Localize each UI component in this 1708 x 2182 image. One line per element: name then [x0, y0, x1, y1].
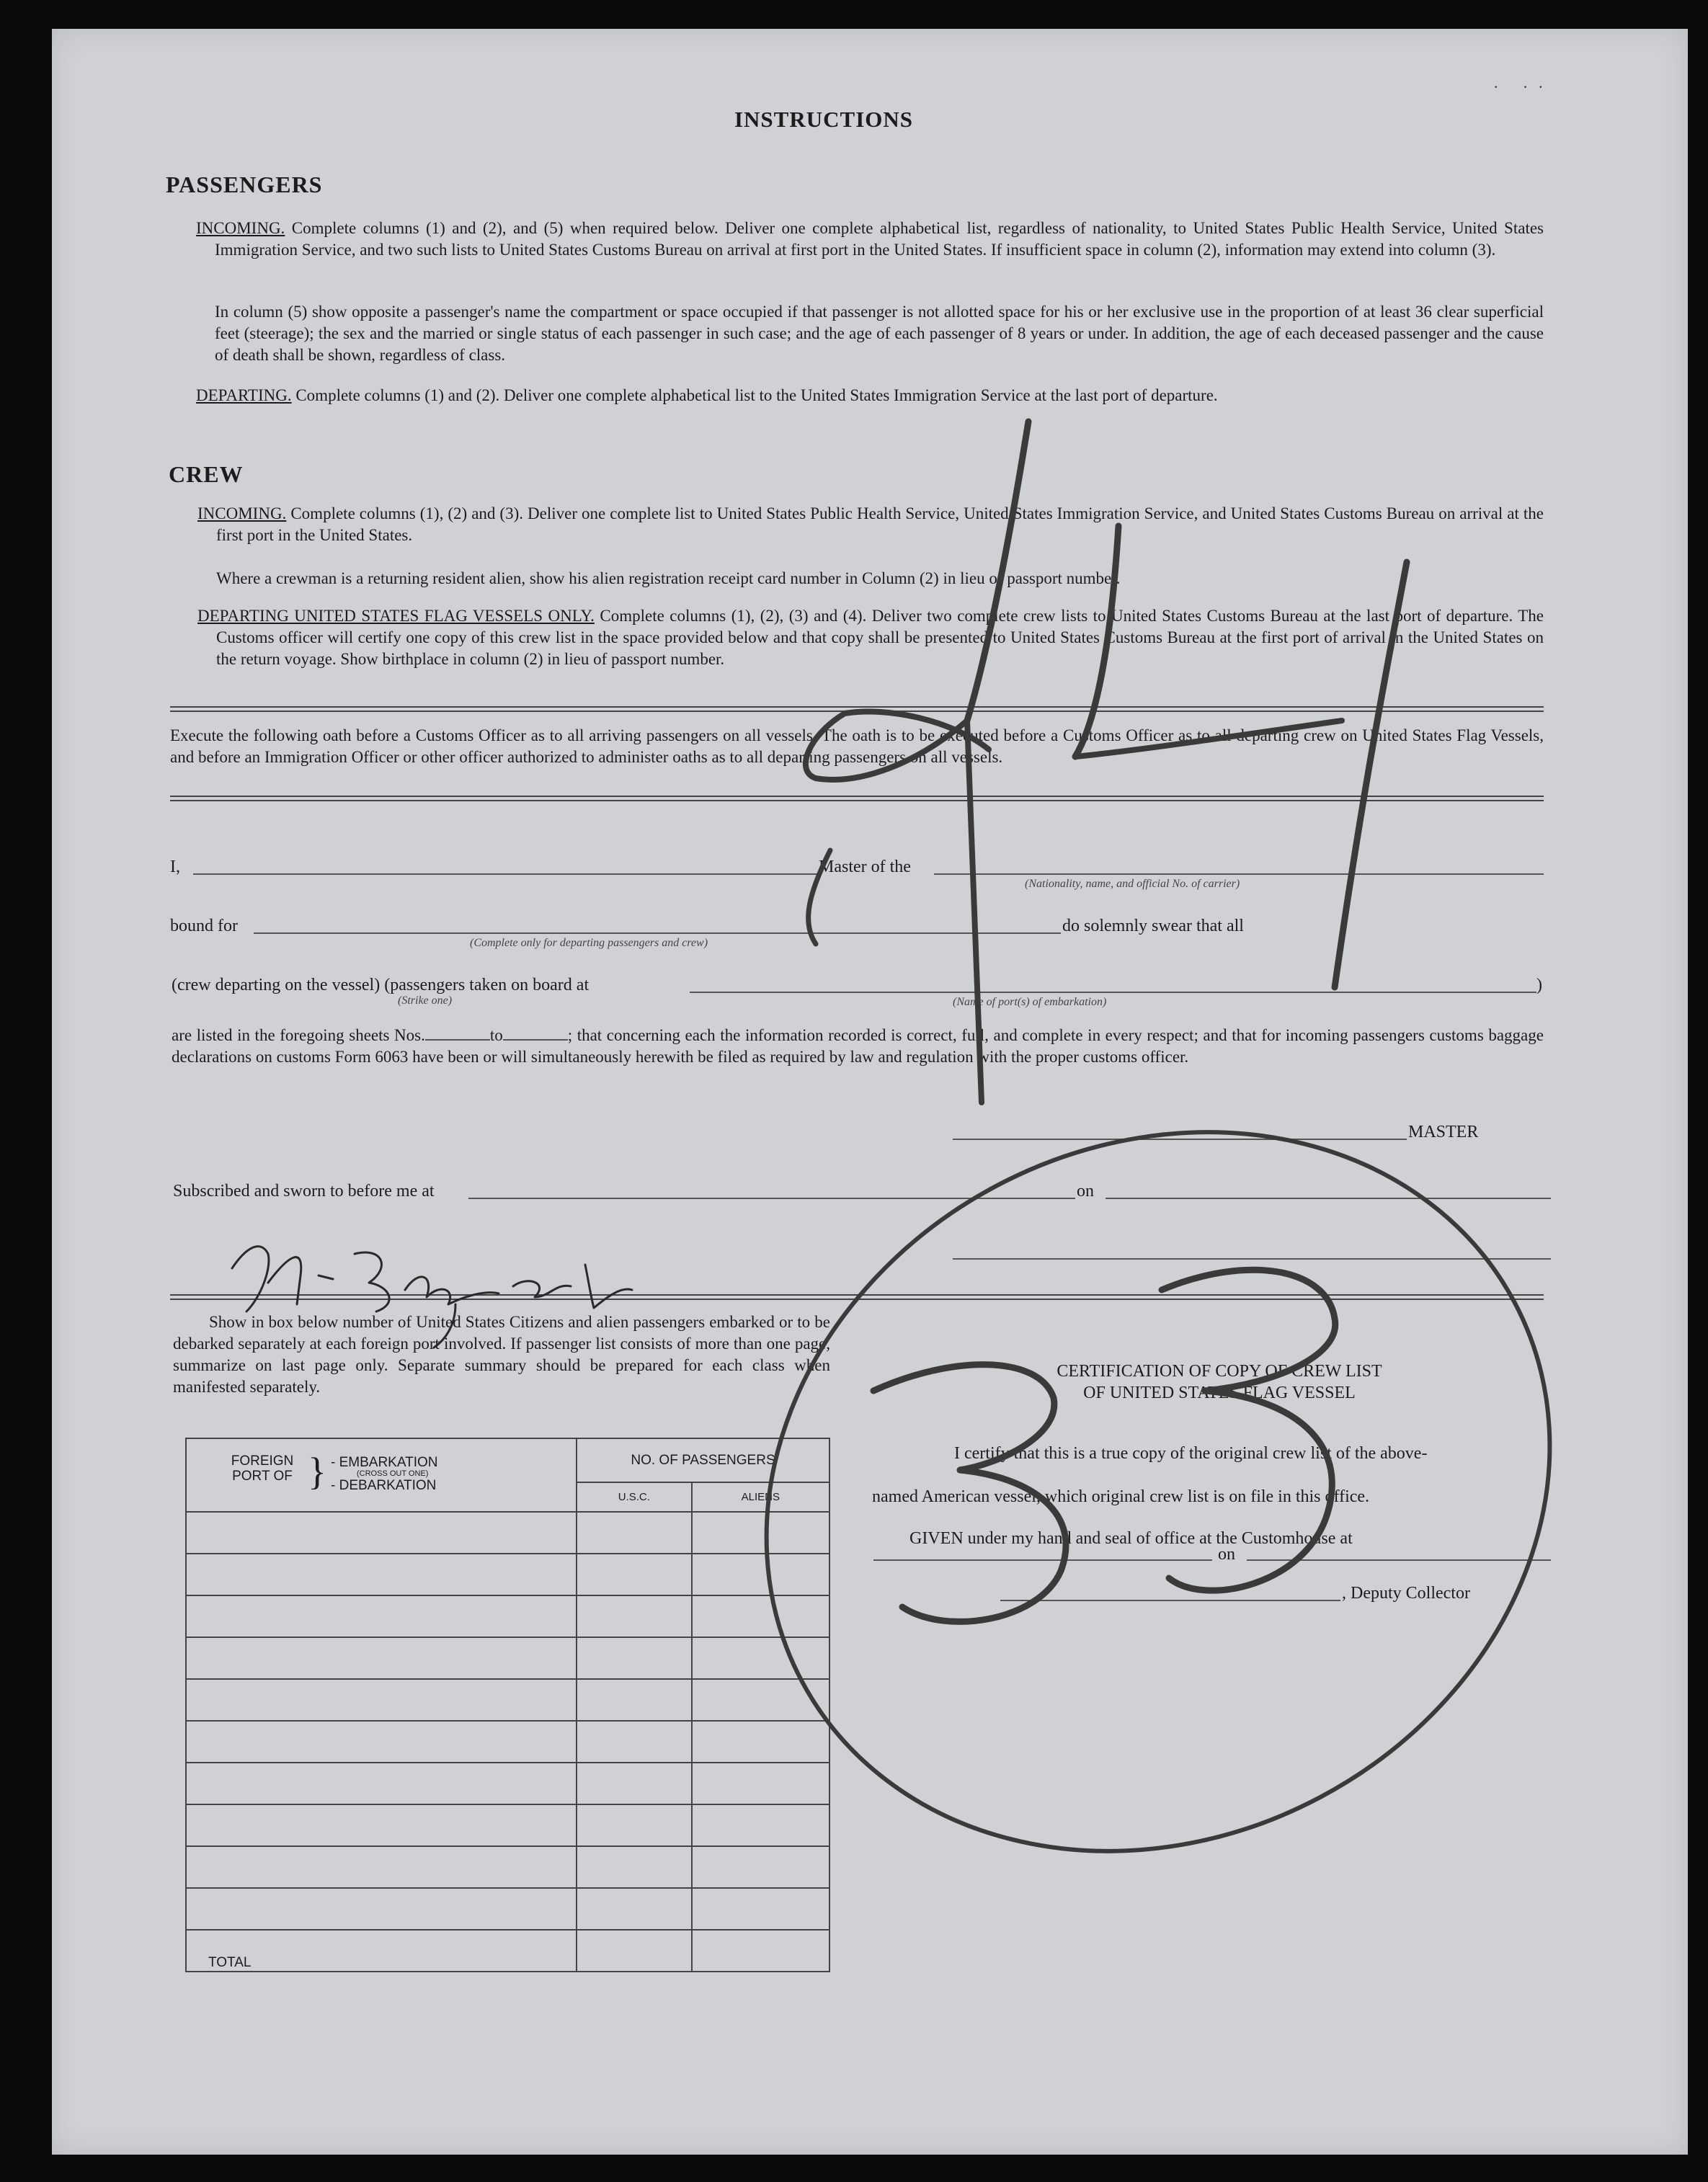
usc-cell[interactable]: [577, 1721, 692, 1763]
table-row: [186, 1888, 829, 1930]
listed-text-b: ; that concerning each the information recorded is correct, full, and complete in every respect; and that for incoming passengers customs baggage declarations on customs Form 6063 have been or will simultaneously herewith be filed as required by law and regulation with the proper customs officer.: [172, 1026, 1544, 1066]
foreign-port-label: FOREIGN PORT OF: [231, 1453, 294, 1484]
certification-line2: named American vessel, which original crew list is on file in this office.: [872, 1487, 1370, 1506]
passengers-departing: [196, 385, 1544, 406]
customhouse-field[interactable]: [873, 1559, 1212, 1561]
port-cell[interactable]: [186, 1721, 577, 1763]
usc-cell[interactable]: [577, 1512, 692, 1554]
table-row: [186, 1679, 829, 1721]
aliens-cell[interactable]: [692, 1512, 829, 1554]
sheet-to-field[interactable]: [503, 1039, 568, 1041]
crew-alien-text: Where a crewman is a returning resident alien, show his alien registration receipt card number in Column (2) in lieu of passport number.: [216, 569, 1121, 587]
crew-departing-strike: (crew departing on the vessel) (passengers taken on board at: [172, 976, 590, 994]
usc-cell[interactable]: [577, 1637, 692, 1679]
table-header-row: [186, 1438, 829, 1482]
master-of-the-label: Master of the: [819, 858, 911, 876]
port-cell[interactable]: [186, 1804, 577, 1846]
total-label: TOTAL: [186, 1930, 577, 1972]
foreign-port-header: [186, 1438, 577, 1512]
usc-cell[interactable]: [577, 1888, 692, 1930]
listed-text-a: are listed in the foregoing sheets Nos.: [172, 1026, 425, 1044]
passengers-incoming-text: Complete columns (1) and (2), and (5) when required below. Deliver one complete alphabetical list, regardless of nationality, to United States Public Health Service, United States Immigration Service, and two such lists to United States Customs Bureau on arrival at first port in the United States. If insufficient space in column (2), information may extend into column (3).: [215, 219, 1544, 259]
cross-out-label: (CROSS OUT ONE): [357, 1469, 429, 1478]
table-row: [186, 1846, 829, 1888]
subscribed-label: Subscribed and sworn to before me at: [173, 1182, 435, 1201]
embarkation-label: - EMBARKATION: [331, 1455, 438, 1470]
divider: [170, 796, 1544, 797]
crew-incoming-label: INCOMING.: [197, 504, 287, 522]
usc-cell[interactable]: [577, 1554, 692, 1595]
port-cell[interactable]: [186, 1846, 577, 1888]
oath-i-label: I,: [170, 858, 180, 876]
bound-for-caption: (Complete only for departing passengers and crew): [470, 937, 708, 949]
no-of-passengers-header: NO. OF PASSENGERS: [577, 1438, 829, 1482]
certification-on-label: on: [1218, 1545, 1235, 1564]
master-label: MASTER: [1408, 1123, 1479, 1141]
bound-for-label: bound for: [170, 917, 238, 935]
divider: [170, 800, 1544, 801]
carrier-caption: (Nationality, name, and official No. of carrier): [1025, 878, 1240, 890]
table-row: [186, 1721, 829, 1763]
certification-title-line1: CERTIFICATION OF COPY OF CREW LIST: [1057, 1362, 1382, 1381]
deputy-collector-label: , Deputy Collector: [1342, 1584, 1470, 1603]
aliens-cell[interactable]: [692, 1846, 829, 1888]
divider: [170, 711, 1544, 712]
on-label: on: [1077, 1182, 1094, 1201]
usc-cell[interactable]: [577, 1846, 692, 1888]
to-label: to: [489, 1026, 503, 1044]
passengers-heading: PASSENGERS: [166, 172, 323, 197]
crew-heading: CREW: [169, 461, 244, 487]
deputy-signature-field[interactable]: [1000, 1600, 1340, 1601]
strike-one-caption: (Strike one): [398, 994, 453, 1007]
sheet-from-field[interactable]: [425, 1039, 490, 1041]
port-cell[interactable]: [186, 1763, 577, 1804]
carrier-field[interactable]: [934, 873, 1544, 875]
port-caption: (Name of port(s) of embarkation): [953, 996, 1107, 1008]
port-cell[interactable]: [186, 1637, 577, 1679]
passengers-departing-label: DEPARTING.: [196, 386, 292, 404]
crew-incoming: [197, 503, 1544, 546]
aliens-total-cell[interactable]: [692, 1930, 829, 1972]
passengers-incoming: [196, 218, 1544, 261]
divider: [170, 706, 1544, 708]
aliens-cell[interactable]: [692, 1804, 829, 1846]
subscribed-place-field[interactable]: [468, 1198, 1075, 1199]
subscribed-date-field[interactable]: [1106, 1198, 1551, 1199]
document-page: [52, 29, 1688, 2155]
usc-cell[interactable]: [577, 1763, 692, 1804]
aliens-cell[interactable]: [692, 1763, 829, 1804]
embarkation-port-field[interactable]: [690, 992, 1536, 993]
brace-glyph: }: [308, 1450, 326, 1493]
listed-paragraph: [172, 1025, 1544, 1068]
aliens-cell[interactable]: [692, 1721, 829, 1763]
usc-cell[interactable]: [577, 1804, 692, 1846]
certification-line1: I certify that this is a true copy of the original crew list of the above-: [954, 1444, 1428, 1463]
port-cell[interactable]: [186, 1512, 577, 1554]
swear-text: do solemnly swear that all: [1062, 917, 1244, 935]
officer-signature-field[interactable]: [953, 1258, 1551, 1260]
total-row: [186, 1930, 829, 1972]
aliens-cell[interactable]: [692, 1888, 829, 1930]
crew-departing-text: Complete columns (1), (2), (3) and (4). Deliver two complete crew lists to United States Customs Bureau at the last port of departure. The Customs officer will certify one copy of this crew list in the space provided below and that copy shall be presented to United States Customs Bureau at the first port of arrival in the United States on the return voyage. Show birthplace in column (2) in lieu of passport number.: [216, 607, 1544, 668]
close-paren: ): [1536, 976, 1542, 994]
port-cell[interactable]: [186, 1888, 577, 1930]
master-signature-field[interactable]: [953, 1139, 1407, 1140]
summary-note: Show in box below number of United States Citizens and alien passengers embarked or to be debarked separately at each foreign port involved. If passenger list consists of more than one page, summarize on last page only. Separate summary should be prepared for each class when manifested separately.: [173, 1313, 830, 1396]
table-row: [186, 1637, 829, 1679]
aliens-cell[interactable]: [692, 1595, 829, 1637]
certification-title: [888, 1361, 1551, 1404]
passengers-incoming-label: INCOMING.: [196, 219, 285, 237]
aliens-cell[interactable]: [692, 1554, 829, 1595]
table-row: [186, 1512, 829, 1554]
table-row: [186, 1595, 829, 1637]
aliens-cell[interactable]: [692, 1637, 829, 1679]
crew-incoming-text: Complete columns (1), (2) and (3). Deliver one complete list to United States Public Health Service, United States Immigration Service, and United States Customs Bureau on arrival at the first port in the United States.: [216, 504, 1544, 544]
bound-for-field[interactable]: [254, 932, 1061, 934]
certification-line3: GIVEN under my hand and seal of office at the Customhouse at: [909, 1529, 1353, 1548]
aliens-cell[interactable]: [692, 1679, 829, 1721]
aliens-header: ALIENS: [692, 1482, 829, 1512]
certification-title-line2: OF UNITED STATES FLAG VESSEL: [1083, 1384, 1356, 1402]
passengers-column5-text: In column (5) show opposite a passenger's name the compartment or space occupied if that passenger is not allotted space for his or her exclusive use in the proportion of at least 36 clear superficial feet (steerage); the sex and the married or single status of each passenger in such case; and the age of each passenger of 8 years or under. In addition, the age of each deceased passenger and the cause of death shall be shown, regardless of class.: [215, 303, 1544, 364]
passenger-summary-table: [185, 1438, 830, 1972]
corner-marks: · ··: [1493, 78, 1554, 96]
table-row: [186, 1763, 829, 1804]
divider: [170, 1294, 1544, 1296]
divider: [170, 1299, 1544, 1300]
usc-header: U.S.C.: [577, 1482, 692, 1512]
crew-departing-label: DEPARTING UNITED STATES FLAG VESSELS ONLY.: [197, 607, 595, 625]
passengers-departing-text: Complete columns (1) and (2). Deliver one complete alphabetical list to the United States Immigration Service at the last port of departure.: [295, 386, 1218, 404]
certification-date-field[interactable]: [1247, 1559, 1551, 1561]
master-name-field[interactable]: [193, 873, 819, 875]
debarkation-label: - DEBARKATION: [331, 1478, 437, 1493]
port-cell[interactable]: [186, 1595, 577, 1637]
usc-total-cell[interactable]: [577, 1930, 692, 1972]
port-cell[interactable]: [186, 1554, 577, 1595]
page-title: INSTRUCTIONS: [734, 107, 913, 132]
crew-departing: [197, 605, 1544, 670]
table-row: [186, 1804, 829, 1846]
usc-cell[interactable]: [577, 1595, 692, 1637]
table-row: [186, 1554, 829, 1595]
oath-intro: Execute the following oath before a Customs Officer as to all arriving passengers on all vessels. The oath is to be executed before a Customs Officer as to all departing crew on United States Flag Vessels, and before an Immigration Officer or other officer authorized to administer oaths as to all departing passengers on all vessels.: [170, 726, 1544, 766]
usc-cell[interactable]: [577, 1679, 692, 1721]
port-cell[interactable]: [186, 1679, 577, 1721]
